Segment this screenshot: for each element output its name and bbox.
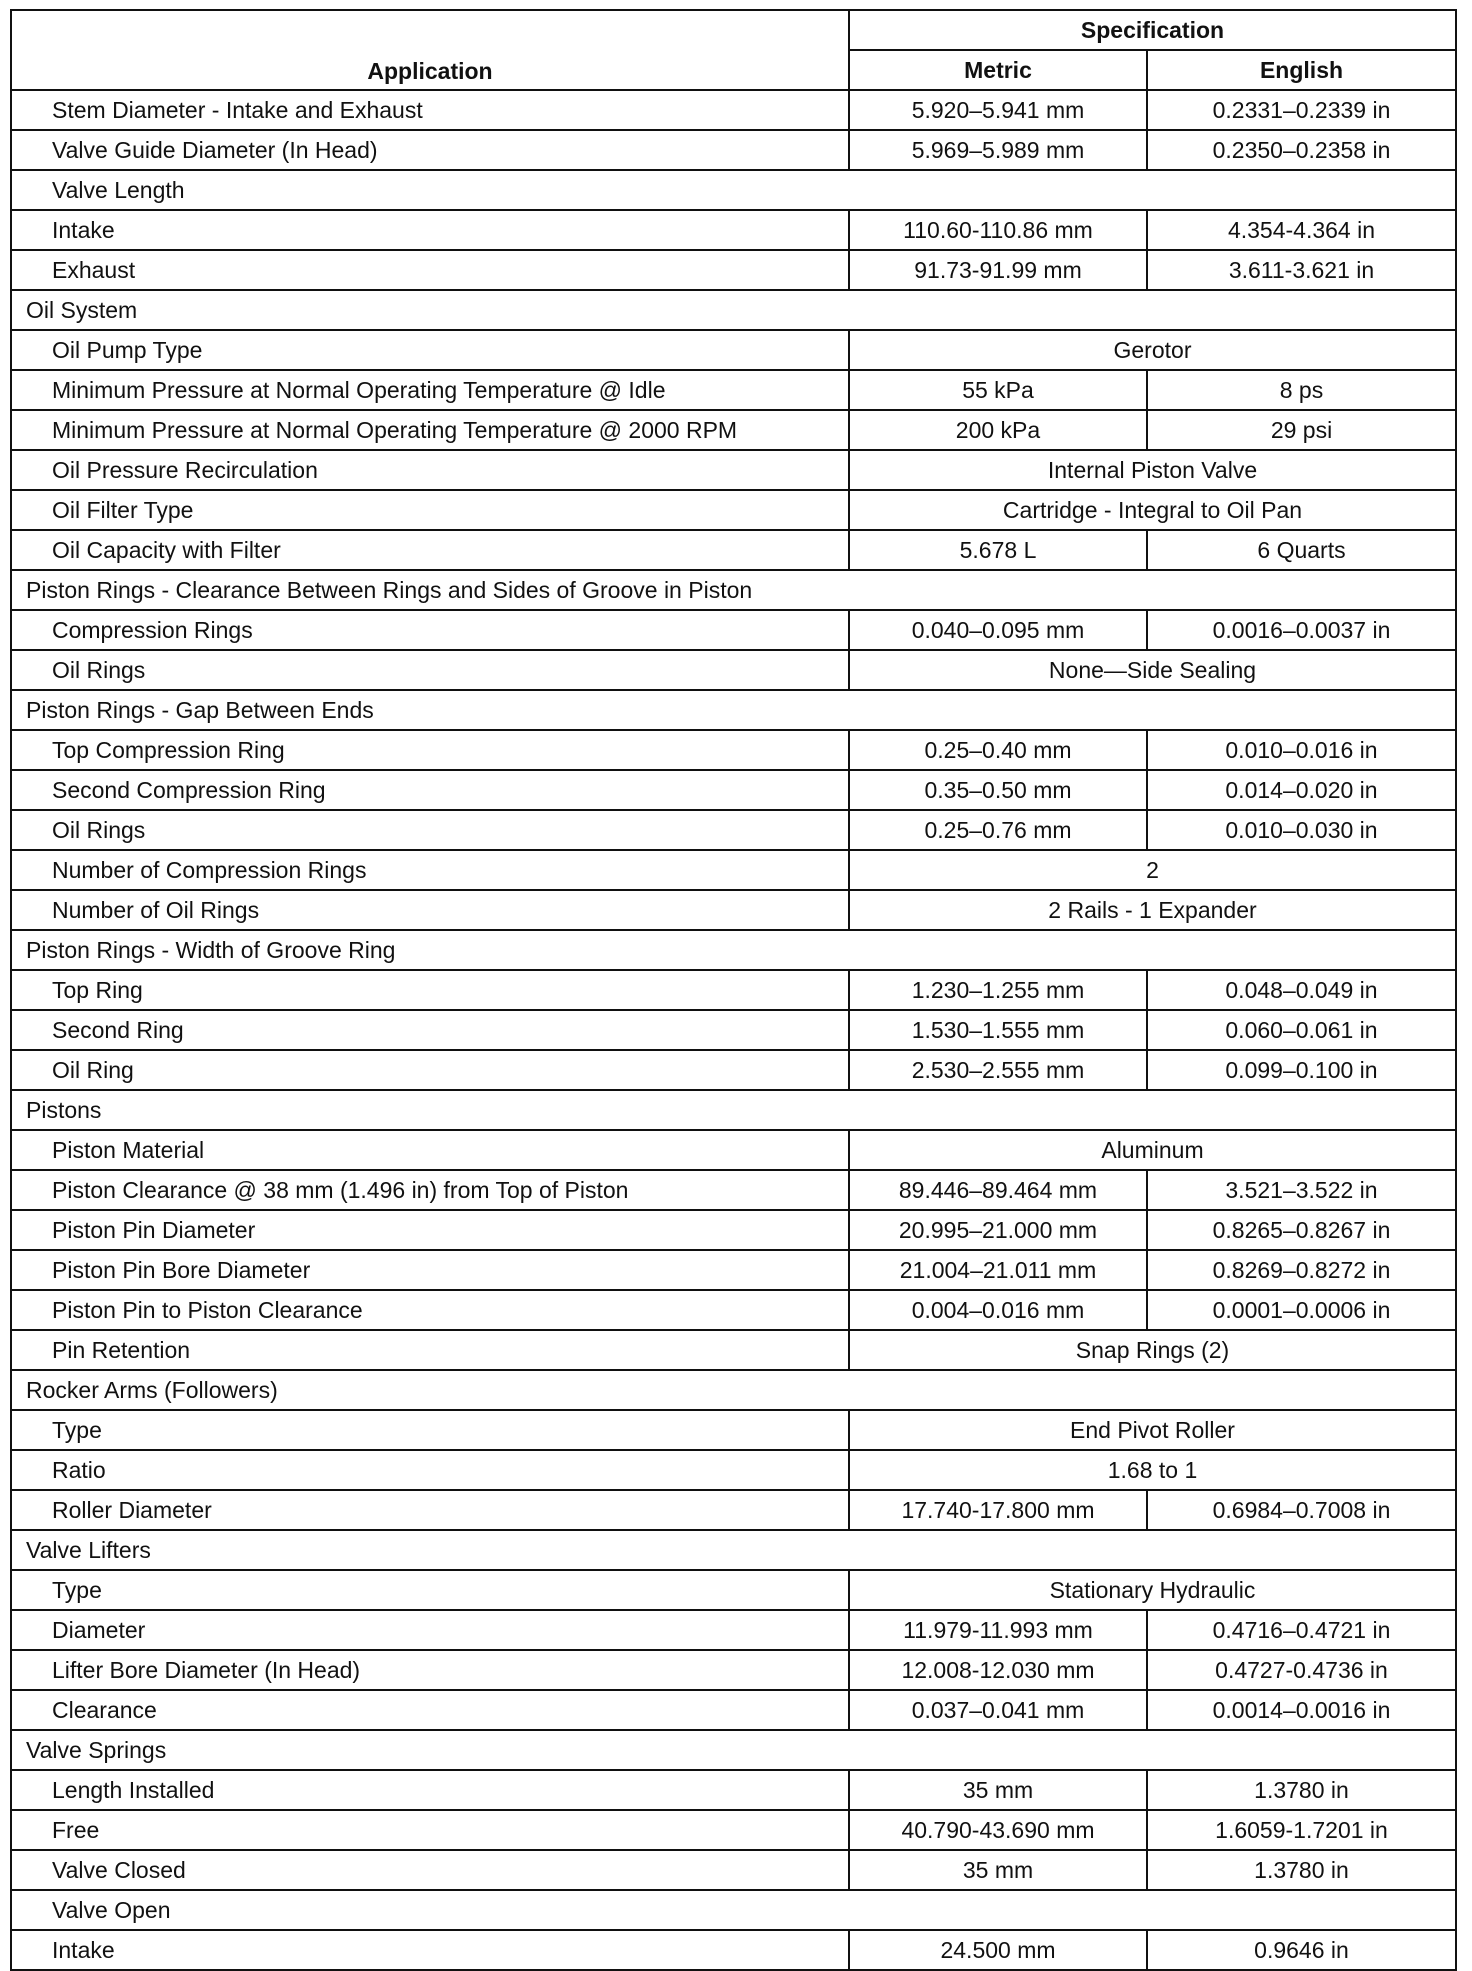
- section-row: [11, 570, 1456, 610]
- application-cell: Ratio: [11, 1450, 849, 1490]
- section-label: Piston Rings - Width of Groove Ring: [11, 930, 1456, 970]
- application-cell: Intake: [11, 1930, 849, 1970]
- application-cell: Number of Compression Rings: [11, 850, 849, 890]
- table-row: [11, 1410, 1456, 1450]
- section-label: Oil System: [11, 290, 1456, 330]
- application-cell: Free: [11, 1810, 849, 1850]
- metric-value-cell: 1.230–1.255 mm: [849, 970, 1147, 1010]
- table-row: [11, 1650, 1456, 1690]
- spec-value-cell: 1.68 to 1: [849, 1450, 1456, 1490]
- table-row: [11, 250, 1456, 290]
- table-row: [11, 1850, 1456, 1890]
- header-row-top: [11, 10, 1456, 50]
- table-row: [11, 1330, 1456, 1370]
- application-cell: Clearance: [11, 1690, 849, 1730]
- spec-value-cell: Stationary Hydraulic: [849, 1570, 1456, 1610]
- table-row: [11, 1050, 1456, 1090]
- table-row: [11, 530, 1456, 570]
- application-cell: Piston Pin Bore Diameter: [11, 1250, 849, 1290]
- table-row: [11, 730, 1456, 770]
- english-value-cell: 8 ps: [1147, 370, 1456, 410]
- table-row: [11, 1770, 1456, 1810]
- section-row: [11, 690, 1456, 730]
- application-cell: Intake: [11, 210, 849, 250]
- application-cell: Diameter: [11, 1610, 849, 1650]
- table-row: [11, 890, 1456, 930]
- metric-value-cell: 110.60-110.86 mm: [849, 210, 1147, 250]
- metric-value-cell: 20.995–21.000 mm: [849, 1210, 1147, 1250]
- metric-value-cell: 2.530–2.555 mm: [849, 1050, 1147, 1090]
- table-row: [11, 130, 1456, 170]
- metric-value-cell: 55 kPa: [849, 370, 1147, 410]
- application-cell: Compression Rings: [11, 610, 849, 650]
- application-cell: Type: [11, 1570, 849, 1610]
- metric-value-cell: 11.979-11.993 mm: [849, 1610, 1147, 1650]
- section-label: Rocker Arms (Followers): [11, 1370, 1456, 1410]
- section-label: Pistons: [11, 1090, 1456, 1130]
- metric-value-cell: 5.920–5.941 mm: [849, 90, 1147, 130]
- english-value-cell: 0.2350–0.2358 in: [1147, 130, 1456, 170]
- spec-value-cell: Internal Piston Valve: [849, 450, 1456, 490]
- application-cell: Second Ring: [11, 1010, 849, 1050]
- application-cell: Oil Capacity with Filter: [11, 530, 849, 570]
- table-row: [11, 210, 1456, 250]
- english-value-cell: 0.4727-0.4736 in: [1147, 1650, 1456, 1690]
- subsection-label: Valve Length: [11, 170, 1456, 210]
- application-cell: Valve Guide Diameter (In Head): [11, 130, 849, 170]
- english-value-cell: 0.0016–0.0037 in: [1147, 610, 1456, 650]
- section-row: [11, 930, 1456, 970]
- english-value-cell: 0.010–0.030 in: [1147, 810, 1456, 850]
- spec-value-cell: 2 Rails - 1 Expander: [849, 890, 1456, 930]
- application-cell: Roller Diameter: [11, 1490, 849, 1530]
- table-row: [11, 1490, 1456, 1530]
- section-row: [11, 1370, 1456, 1410]
- metric-value-cell: 0.25–0.76 mm: [849, 810, 1147, 850]
- english-value-cell: 1.3780 in: [1147, 1770, 1456, 1810]
- table-row: [11, 970, 1456, 1010]
- metric-value-cell: 5.678 L: [849, 530, 1147, 570]
- english-value-cell: 3.521–3.522 in: [1147, 1170, 1456, 1210]
- english-value-cell: 6 Quarts: [1147, 530, 1456, 570]
- english-value-cell: 0.4716–0.4721 in: [1147, 1610, 1456, 1650]
- application-cell: Minimum Pressure at Normal Operating Temperature @ 2000 RPM: [11, 410, 849, 450]
- table-row: [11, 1690, 1456, 1730]
- table-row: [11, 1170, 1456, 1210]
- english-value-cell: 0.099–0.100 in: [1147, 1050, 1456, 1090]
- application-cell: Number of Oil Rings: [11, 890, 849, 930]
- table-row: [11, 490, 1456, 530]
- specification-table: [10, 9, 1457, 1971]
- application-cell: Stem Diameter - Intake and Exhaust: [11, 90, 849, 130]
- application-column-header: Application: [11, 10, 849, 90]
- section-label: Piston Rings - Clearance Between Rings and Sides of Groove in Piston: [11, 570, 1456, 610]
- metric-value-cell: 0.35–0.50 mm: [849, 770, 1147, 810]
- table-body: [11, 90, 1456, 1970]
- application-cell: Length Installed: [11, 1770, 849, 1810]
- spec-value-cell: Cartridge - Integral to Oil Pan: [849, 490, 1456, 530]
- english-value-cell: 0.8265–0.8267 in: [1147, 1210, 1456, 1250]
- section-row: [11, 1730, 1456, 1770]
- english-value-cell: 0.0014–0.0016 in: [1147, 1690, 1456, 1730]
- subsection-label: Valve Open: [11, 1890, 1456, 1930]
- table-row: [11, 1290, 1456, 1330]
- application-cell: Oil Filter Type: [11, 490, 849, 530]
- english-value-cell: 0.2331–0.2339 in: [1147, 90, 1456, 130]
- english-value-cell: 0.014–0.020 in: [1147, 770, 1456, 810]
- english-column-header: English: [1147, 50, 1456, 90]
- section-label: Piston Rings - Gap Between Ends: [11, 690, 1456, 730]
- english-value-cell: 0.060–0.061 in: [1147, 1010, 1456, 1050]
- section-row: [11, 1530, 1456, 1570]
- spec-value-cell: None—Side Sealing: [849, 650, 1456, 690]
- application-cell: Type: [11, 1410, 849, 1450]
- english-value-cell: 3.611-3.621 in: [1147, 250, 1456, 290]
- table-row: [11, 770, 1456, 810]
- metric-value-cell: 0.037–0.041 mm: [849, 1690, 1147, 1730]
- english-value-cell: 0.6984–0.7008 in: [1147, 1490, 1456, 1530]
- table-row: [11, 1250, 1456, 1290]
- table-row: [11, 450, 1456, 490]
- english-value-cell: 1.6059-1.7201 in: [1147, 1810, 1456, 1850]
- application-cell: Valve Closed: [11, 1850, 849, 1890]
- english-value-cell: 4.354-4.364 in: [1147, 210, 1456, 250]
- specification-column-header: Specification: [849, 10, 1456, 50]
- section-row: [11, 1090, 1456, 1130]
- section-label: Valve Lifters: [11, 1530, 1456, 1570]
- table-row: [11, 1010, 1456, 1050]
- metric-value-cell: 1.530–1.555 mm: [849, 1010, 1147, 1050]
- english-value-cell: 0.9646 in: [1147, 1930, 1456, 1970]
- metric-value-cell: 12.008-12.030 mm: [849, 1650, 1147, 1690]
- application-cell: Top Compression Ring: [11, 730, 849, 770]
- application-cell: Oil Ring: [11, 1050, 849, 1090]
- metric-value-cell: 200 kPa: [849, 410, 1147, 450]
- english-value-cell: 0.010–0.016 in: [1147, 730, 1456, 770]
- subsection-row: [11, 170, 1456, 210]
- application-cell: Exhaust: [11, 250, 849, 290]
- table-row: [11, 1450, 1456, 1490]
- table-row: [11, 330, 1456, 370]
- application-cell: Piston Material: [11, 1130, 849, 1170]
- english-value-cell: 0.048–0.049 in: [1147, 970, 1456, 1010]
- metric-value-cell: 0.004–0.016 mm: [849, 1290, 1147, 1330]
- english-value-cell: 0.0001–0.0006 in: [1147, 1290, 1456, 1330]
- english-value-cell: 29 psi: [1147, 410, 1456, 450]
- spec-value-cell: 2: [849, 850, 1456, 890]
- spec-value-cell: Gerotor: [849, 330, 1456, 370]
- application-cell: Pin Retention: [11, 1330, 849, 1370]
- section-row: [11, 290, 1456, 330]
- application-cell: Oil Rings: [11, 810, 849, 850]
- table-row: [11, 1570, 1456, 1610]
- table-row: [11, 1210, 1456, 1250]
- metric-value-cell: 40.790-43.690 mm: [849, 1810, 1147, 1850]
- section-label: Valve Springs: [11, 1730, 1456, 1770]
- table-row: [11, 1130, 1456, 1170]
- spec-value-cell: End Pivot Roller: [849, 1410, 1456, 1450]
- metric-value-cell: 17.740-17.800 mm: [849, 1490, 1147, 1530]
- application-cell: Oil Pressure Recirculation: [11, 450, 849, 490]
- application-cell: Lifter Bore Diameter (In Head): [11, 1650, 849, 1690]
- application-cell: Second Compression Ring: [11, 770, 849, 810]
- metric-column-header: Metric: [849, 50, 1147, 90]
- table-row: [11, 410, 1456, 450]
- metric-value-cell: 35 mm: [849, 1850, 1147, 1890]
- metric-value-cell: 0.040–0.095 mm: [849, 610, 1147, 650]
- spec-value-cell: Snap Rings (2): [849, 1330, 1456, 1370]
- application-cell: Piston Pin to Piston Clearance: [11, 1290, 849, 1330]
- application-cell: Oil Rings: [11, 650, 849, 690]
- table-row: [11, 810, 1456, 850]
- application-cell: Piston Pin Diameter: [11, 1210, 849, 1250]
- table-row: [11, 1810, 1456, 1850]
- table-row: [11, 610, 1456, 650]
- table-row: [11, 90, 1456, 130]
- metric-value-cell: 24.500 mm: [849, 1930, 1147, 1970]
- table-row: [11, 650, 1456, 690]
- table-row: [11, 1930, 1456, 1970]
- metric-value-cell: 35 mm: [849, 1770, 1147, 1810]
- metric-value-cell: 0.25–0.40 mm: [849, 730, 1147, 770]
- spec-value-cell: Aluminum: [849, 1130, 1456, 1170]
- table-row: [11, 850, 1456, 890]
- english-value-cell: 0.8269–0.8272 in: [1147, 1250, 1456, 1290]
- metric-value-cell: 89.446–89.464 mm: [849, 1170, 1147, 1210]
- english-value-cell: 1.3780 in: [1147, 1850, 1456, 1890]
- subsection-row: [11, 1890, 1456, 1930]
- table-row: [11, 370, 1456, 410]
- table-header: [11, 10, 1456, 90]
- table-row: [11, 1610, 1456, 1650]
- metric-value-cell: 21.004–21.011 mm: [849, 1250, 1147, 1290]
- application-cell: Piston Clearance @ 38 mm (1.496 in) from Top of Piston: [11, 1170, 849, 1210]
- application-cell: Top Ring: [11, 970, 849, 1010]
- application-cell: Minimum Pressure at Normal Operating Temperature @ Idle: [11, 370, 849, 410]
- application-cell: Oil Pump Type: [11, 330, 849, 370]
- metric-value-cell: 91.73-91.99 mm: [849, 250, 1147, 290]
- metric-value-cell: 5.969–5.989 mm: [849, 130, 1147, 170]
